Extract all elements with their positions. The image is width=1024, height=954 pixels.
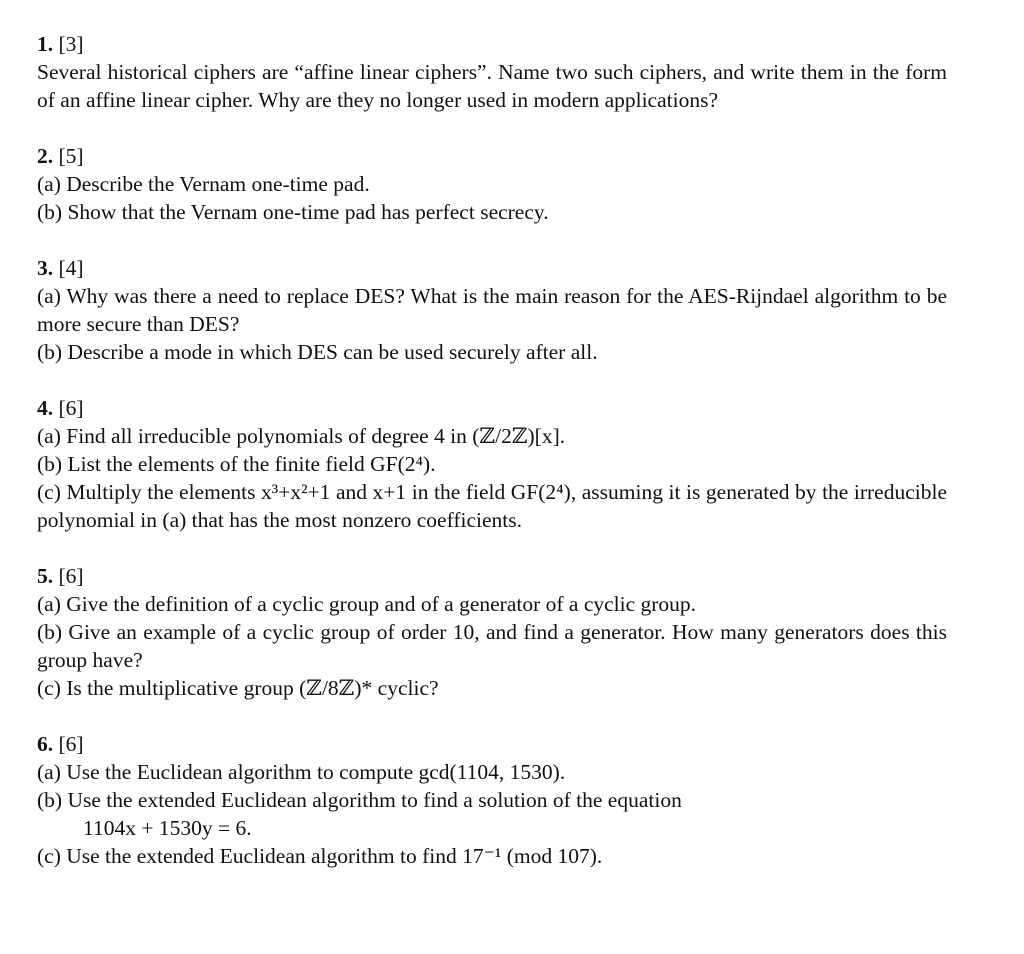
problem-4 (37, 394, 947, 534)
problem-points: [6] (58, 732, 84, 756)
problem-points: [5] (58, 144, 84, 168)
problem-5-part-c: (c) Is the multiplicative group (ℤ/8ℤ)* cyclic? (37, 676, 439, 700)
problem-3-part-a: (a) Why was there a need to replace DES? What is the main reason for the AES-Rijndael algorithm to be more secure than DES? (37, 284, 947, 336)
problem-4-part-b: (b) List the elements of the finite field GF(2⁴). (37, 452, 436, 476)
problem-points: [3] (58, 32, 84, 56)
problem-6-part-b: (b) Use the extended Euclidean algorithm to find a solution of the equation (37, 788, 682, 812)
problem-6 (37, 730, 947, 870)
problem-points: [6] (58, 396, 84, 420)
problem-5-part-b: (b) Give an example of a cyclic group of order 10, and find a generator. How many generators does this group have? (37, 620, 947, 672)
problem-5-part-a: (a) Give the definition of a cyclic group and of a generator of a cyclic group. (37, 592, 697, 616)
problem-points: [6] (58, 564, 84, 588)
problem-2-part-b: (b) Show that the Vernam one-time pad has perfect secrecy. (37, 200, 549, 224)
problem-5-header (37, 562, 947, 590)
problem-points: [4] (58, 256, 84, 280)
problem-6-part-c: (c) Use the extended Euclidean algorithm to find 17⁻¹ (mod 107). (37, 844, 603, 868)
problem-number: 4. (37, 396, 54, 420)
problem-4-header (37, 394, 947, 422)
problem-number: 1. (37, 32, 54, 56)
problem-5 (37, 562, 947, 702)
problem-3-header (37, 254, 947, 282)
problem-6-equation: 1104x + 1530y = 6. (83, 816, 252, 840)
problem-4-part-c: (c) Multiply the elements x³+x²+1 and x+1 in the field GF(2⁴), assuming it is generated by the irreducible polynomial in (a) that has the most nonzero coefficients. (37, 480, 947, 532)
problem-1-text: Several historical ciphers are “affine linear ciphers”. Name two such ciphers, and write them in the form of an affine linear cipher. Why are they no longer used in modern applications? (37, 60, 947, 112)
problem-1 (37, 30, 947, 114)
problem-3 (37, 254, 947, 366)
problem-2-header (37, 142, 947, 170)
problem-number: 2. (37, 144, 54, 168)
problem-2-part-a: (a) Describe the Vernam one-time pad. (37, 172, 370, 196)
problem-2 (37, 142, 947, 226)
problem-number: 6. (37, 732, 54, 756)
problem-4-part-a: (a) Find all irreducible polynomials of degree 4 in (ℤ/2ℤ)[x]. (37, 424, 566, 448)
problem-1-header (37, 30, 947, 58)
problem-6-part-a: (a) Use the Euclidean algorithm to compute gcd(1104, 1530). (37, 760, 566, 784)
problem-number: 3. (37, 256, 54, 280)
problem-number: 5. (37, 564, 54, 588)
problem-6-header (37, 730, 947, 758)
exam-page (37, 30, 947, 898)
problem-3-part-b: (b) Describe a mode in which DES can be used securely after all. (37, 340, 598, 364)
